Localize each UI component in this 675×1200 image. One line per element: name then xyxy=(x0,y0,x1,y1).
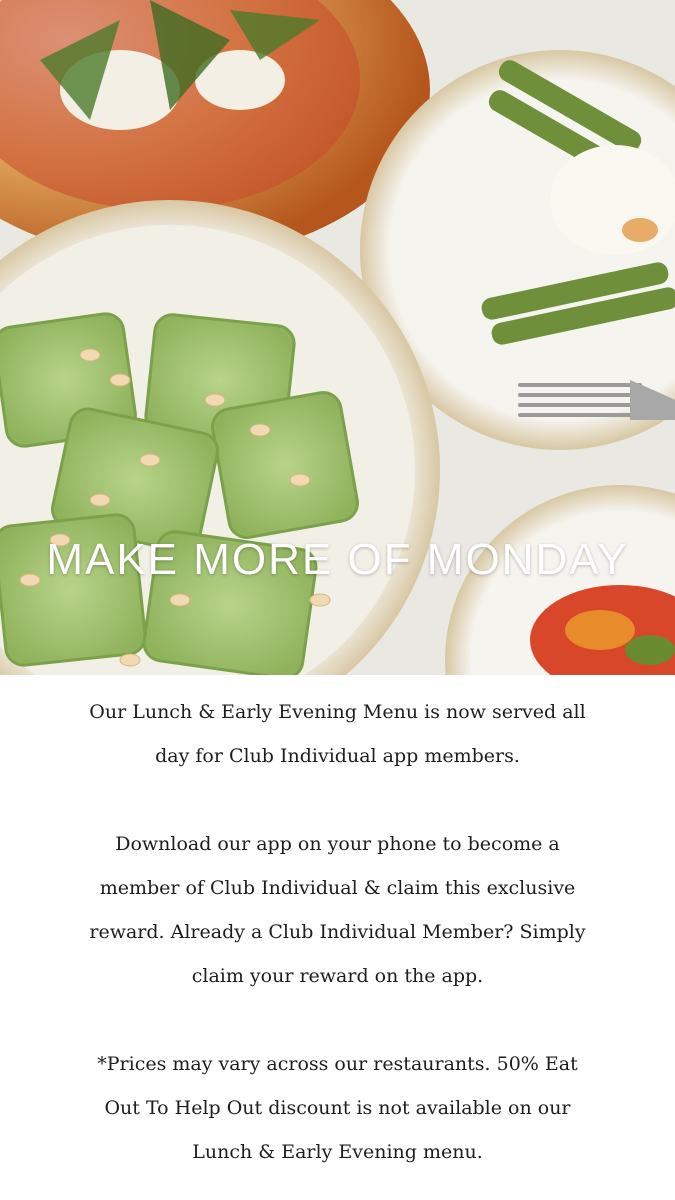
paragraph-disclaimer: *Prices may vary across our restaurants. 50% Eat Out To Help Out discount is not available on our Lunch & Early Evening menu. xyxy=(97,1053,578,1163)
paragraph-app-download: Download our app on your phone to become a member of Club Individual & claim this exclusive reward. Already a Club Individual Member? Simply claim your reward on the app. xyxy=(89,833,586,987)
body-copy xyxy=(0,675,675,1174)
headline: MAKE MORE OF MONDAY xyxy=(46,535,629,584)
paragraph-menu-availability: Our Lunch & Early Evening Menu is now served all day for Club Individual app members. xyxy=(89,701,586,767)
